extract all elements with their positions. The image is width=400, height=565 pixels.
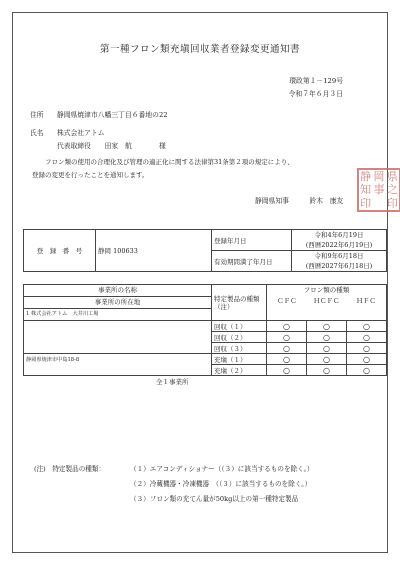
seal-char: 岡 (373, 170, 385, 184)
mark-hfc: ○ (347, 332, 387, 343)
registration-table (23, 229, 387, 272)
table-row (24, 321, 387, 332)
mark-cfc: ○ (267, 321, 307, 332)
seal-char: 之 (386, 183, 398, 197)
expiry-date-japanese: 令和9年6月18日 (314, 252, 364, 260)
reg-date-japanese: 令和4年6月19日 (314, 231, 364, 239)
body-text-line-1: フロン類の使用の合理化及び管理の適正化に関する法律第31条第２項の規定により、 (45, 158, 294, 166)
company-name: 株式会社アトム (57, 129, 105, 137)
mark-hcfc: ○ (307, 354, 347, 365)
notes-label: (注) 特定製品の種類： (34, 465, 106, 473)
fron-type-header: フロン類の種類 (303, 286, 350, 294)
mark-hfc: ○ (347, 321, 387, 332)
seal-char: 事 (373, 183, 385, 197)
mark-cfc: ○ (267, 343, 307, 354)
document-title: 第一種フロン類充塡回収業者登録変更通知書 (99, 44, 300, 55)
issuer-name: 静岡県知事 鈴木 康友 (255, 197, 344, 205)
name-label: 氏名 (30, 129, 44, 137)
reg-number-label: 登 録 番 号 (24, 230, 96, 272)
product-row-label: 充塡（１） (212, 354, 267, 365)
office-header-cell (24, 285, 212, 321)
office-blank-cell (24, 321, 212, 332)
mark-cfc: ○ (267, 354, 307, 365)
fron-type-header-cell (267, 285, 387, 321)
representative-name: 代表取締役 田家 航 様 (57, 142, 166, 150)
table-row (24, 365, 387, 376)
reg-date-label: 登録年月日 (212, 230, 292, 251)
document-date: 令和７年６月３日 (288, 90, 343, 98)
seal-char: 静 (360, 170, 372, 184)
product-row-label: 充塡（２） (212, 365, 267, 376)
seal-char: 知 (360, 183, 372, 197)
body-text-line-2: 登録の変更を行ったことを通知します。 (32, 171, 149, 179)
mark-hcfc: ○ (307, 365, 347, 376)
mark-cfc: ○ (267, 332, 307, 343)
reg-date-value (292, 230, 387, 251)
fron-type-cfc: ＣＦＣ (277, 297, 297, 305)
office-blank-cell (24, 343, 212, 354)
table-row (24, 354, 387, 365)
official-seal (357, 168, 400, 212)
fron-type-hcfc: ＨＣＦＣ (313, 297, 340, 305)
table-row (24, 230, 387, 251)
mark-hcfc: ○ (307, 321, 347, 332)
product-row-label: 回収（１） (212, 321, 267, 332)
office-location-header: 事業所の所在地 (24, 297, 211, 309)
table-row (24, 285, 387, 321)
expiry-date-western: (西暦2027年6月18日) (305, 262, 373, 270)
mark-hfc: ○ (347, 343, 387, 354)
mark-hcfc: ○ (307, 332, 347, 343)
reg-number-value: 静岡 100633 (96, 230, 212, 272)
mark-cfc: ○ (267, 365, 307, 376)
address-label: 住所 (30, 111, 44, 119)
office-blank-cell (24, 365, 212, 376)
note-item: （３）フロン類の充てん量が50kg以上の第一種特定製品 (130, 495, 299, 503)
office-address-value: 静岡県焼津市中島18-8 (24, 354, 212, 365)
seal-char: 印 (386, 196, 398, 210)
note-item: （２）冷蔵機器・冷凍機器 （（３）に該当するものを除く。） (130, 480, 312, 488)
document-number: 環政第１－129号 (289, 77, 343, 85)
table-row (24, 343, 387, 354)
product-row-label: 回収（２） (212, 332, 267, 343)
office-name-value: 1 株式会社アトム 大井川工場 (26, 311, 99, 317)
seal-char: 印 (360, 196, 372, 210)
mark-hcfc: ○ (307, 343, 347, 354)
office-table (23, 284, 387, 376)
note-item: （１）エアコンディショナー（（３）に該当するものを除く。） (130, 465, 314, 473)
mark-hfc: ○ (347, 365, 387, 376)
product-row-label: 回収（３） (212, 343, 267, 354)
office-total: 全１事業所 (156, 378, 189, 386)
fron-type-hfc: ＨＦＣ (356, 297, 376, 305)
product-type-header: 特定製品の種類（注） (212, 285, 267, 321)
table-row (24, 332, 387, 343)
office-name-header: 事業所の名称 (24, 285, 211, 297)
mark-hfc: ○ (347, 354, 387, 365)
expiry-value (292, 251, 387, 272)
expiry-label: 有効期間満了年月日 (212, 251, 292, 272)
reg-date-western: (西暦2022年6月19日) (305, 241, 373, 249)
office-blank-cell (24, 332, 212, 343)
address-value: 静岡県焼津市八幡三丁目６番地の22 (57, 111, 168, 119)
seal-char: 県 (386, 170, 398, 184)
